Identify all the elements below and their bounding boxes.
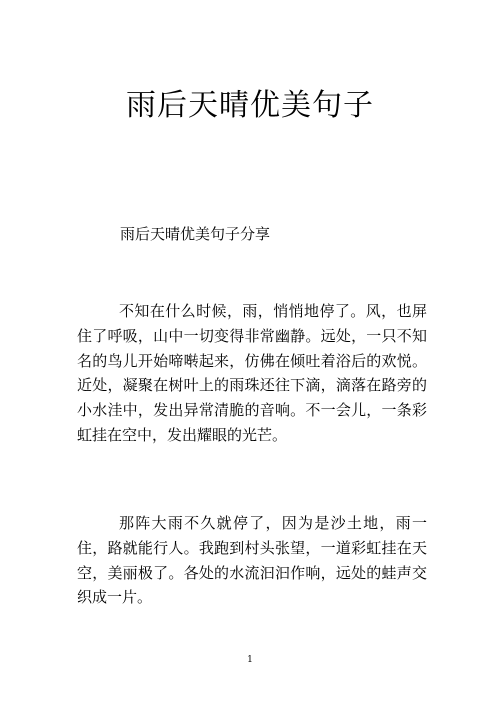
page-number: 1 (247, 655, 253, 665)
document-title: 雨后天晴优美句子 (126, 88, 374, 123)
paragraph-2: 那阵大雨不久就停了，因为是沙土地，雨一住，路就能行人。我跑到村头张望，一道彩虹挂在天空，美丽极了。各处的水流汩汩作响，远处的蛙声交织成一片。 (77, 514, 427, 607)
paragraph-1: 不知在什么时候，雨，悄悄地停了。风，也屏住了呼吸，山中一切变得非常幽静。远处，一只不知名的鸟儿开始啼啭起来，仿佛在倾吐着浴后的欢悦。近处，凝聚在树叶上的雨珠还往下滴，滴落在路旁的小水洼中，发出异常清脆的音响。不一会儿，一条彩虹挂在空中，发出耀眼的光芒。 (77, 302, 427, 444)
document-subtitle: 雨后天晴优美句子分享 (120, 225, 271, 243)
